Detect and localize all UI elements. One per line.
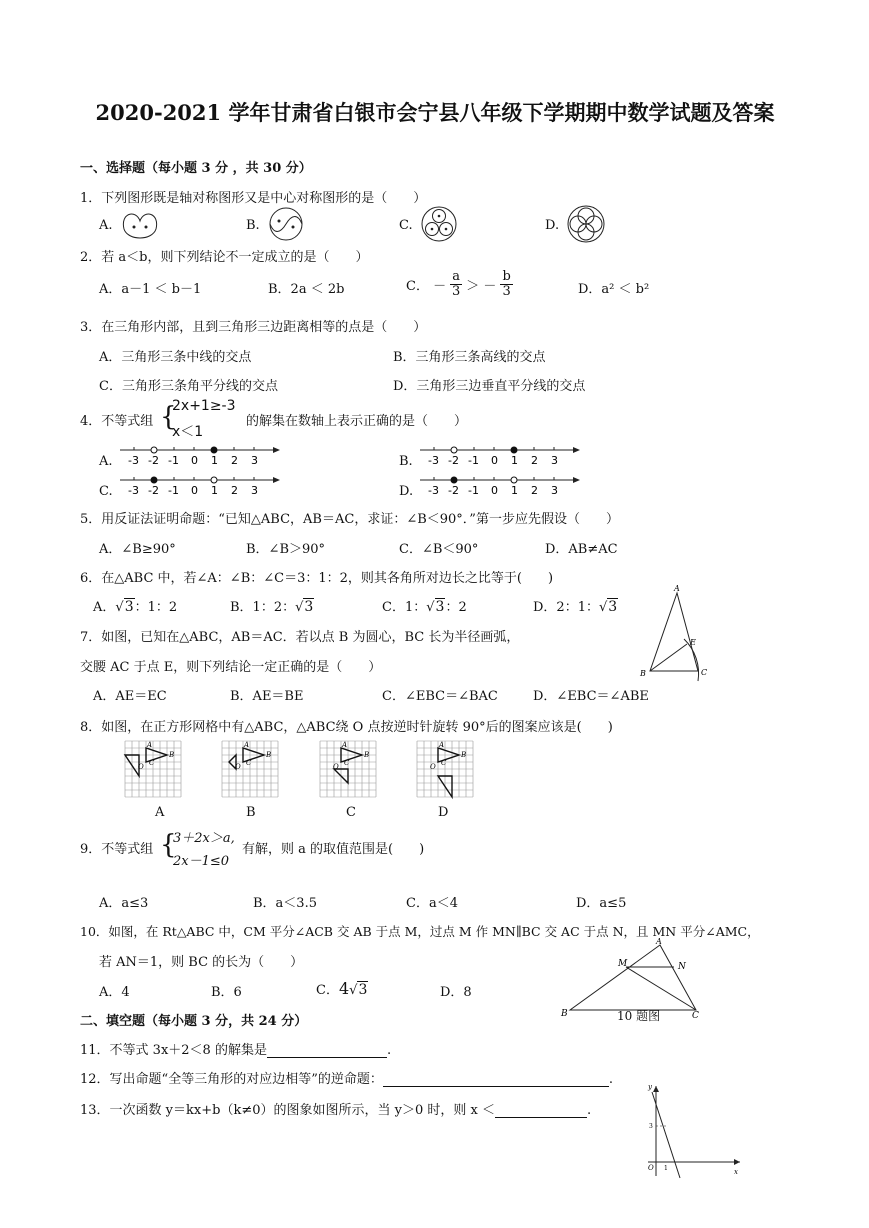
question-4-stem-prefix: 4．不等式组 [80,414,154,429]
q13-axis-x: x [734,1168,738,1176]
q7-fig-label-c: C [701,668,708,677]
question-7-stem-line-1: 7．如图，已知在△ABC，AB＝AC．若以点 B 为圆心，BC 长为半径画弧， [80,630,520,645]
q4-tick-label-c-5: 2 [231,484,238,497]
q4-brace: { [160,402,177,432]
q8-grid-c [320,741,378,803]
q2-option-c-label: C． [406,279,429,294]
q4-point-c-2 [211,477,217,483]
q1-figure-b [266,206,306,242]
q8-grid-b-label-o: O [235,763,241,771]
q8-grid-a-label-b: B [169,751,175,759]
q9-brace: { [160,830,177,860]
q3-option-b: B．三角形三条高线的交点 [393,350,546,365]
q2-option-d: D．a² ＜ b² [578,282,650,297]
q4-option-c-label: C. [99,484,113,499]
q4-tick-label-b-0: -3 [428,454,439,467]
question-7-stem-line-2: 交腰 AC 于点 E，则下列结论一定正确的是（ ） [80,660,382,675]
q10-fig-label-a: A [656,937,662,946]
q4-system-line-2: x＜1 [172,424,204,440]
q2-c-greater: ＞ [466,279,480,294]
q8-grid-b-label-c: C [246,759,252,767]
q8-grid-a-label-o: O [138,763,144,771]
q9-option-d: D．a≤5 [576,896,627,911]
question-4-stem-suffix: 的解集在数轴上表示正确的是（ ） [246,414,468,429]
q9-system-line-1: 3＋2x＞a, [173,831,235,846]
q7-option-b: B．AE＝BE [230,689,304,704]
q7-fig-label-e: E [690,638,696,647]
q13-function-graph [628,1082,743,1178]
q13-origin: O [648,1164,654,1172]
q4-tick-label-c-4: 1 [211,484,218,497]
q4-tick-label-a-5: 2 [231,454,238,467]
q9-option-c: C．a＜4 [406,896,458,911]
q3-option-a: A．三角形三条中线的交点 [99,350,252,365]
q2-option-b: B．2a ＜ 2b [268,282,345,297]
question-12: 12．写出命题“全等三角形的对应边相等”的逆命题： . [80,1072,613,1087]
q1-figure-d [566,204,606,244]
q4-tick-label-b-5: 2 [531,454,538,467]
q8-grid-c-label-o: O [333,763,339,771]
q8-grid-b [222,741,280,803]
question-10-stem-line-2: 若 AN＝1，则 BC 的长为（ ） [99,955,304,970]
q4-point-b-1 [451,447,457,453]
section-heading-fill: 二、填空题（每小题 3 分，共 24 分） [80,1014,308,1029]
q8-grid-b-label-a: A [244,741,250,749]
q4-tick-label-b-6: 3 [551,454,558,467]
q13-tick-1: 1 [664,1165,668,1172]
q4-number-line-c [118,470,283,500]
q4-option-d-label: D. [399,484,414,499]
q8-grid-a [125,741,183,803]
q4-tick-label-d-4: 1 [511,484,518,497]
q6-option-b: B．1：2：√3 [230,599,314,615]
q4-point-b-2 [511,447,517,453]
q2-c-minus-1: － [433,279,447,294]
q8-option-c-label: C [346,805,356,820]
question-1-stem: 1．下列图形既是轴对称图形又是中心对称图形的是（ ） [80,191,427,206]
q4-tick-label-c-0: -3 [128,484,139,497]
q6-option-d: D．2：1：√3 [533,599,618,615]
q8-grid-a-label-a: A [147,741,153,749]
section-heading-choice: 一、选择题（每小题 3 分 ，共 30 分） [80,161,312,176]
q8-grid-b-label-b: B [266,751,272,759]
q9-system-line-2: 2x－1≤0 [173,854,230,869]
q9-option-a: A．a≤3 [99,896,149,911]
q7-option-c: C．∠EBC＝∠BAC [382,689,498,704]
q4-point-c-1 [151,477,157,483]
q7-triangle-figure [640,585,720,685]
q8-option-b-label: B [246,805,256,820]
q8-option-d-label: D [438,805,449,820]
q3-option-d: D．三角形三边垂直平分线的交点 [393,379,586,394]
question-8-stem: 8．如图，在正方形网格中有△ABC，△ABC绕 O 点按逆时针旋转 90°后的图案应该是( ) [80,720,613,735]
q8-grid-c-label-c: C [344,759,350,767]
q3-option-c: C．三角形三条角平分线的交点 [99,379,278,394]
q4-tick-label-a-4: 1 [211,454,218,467]
q4-tick-label-a-0: -3 [128,454,139,467]
q10-option-b: B．6 [211,985,242,1000]
q7-fig-label-a: A [674,584,680,593]
q1-option-b-label: B. [246,218,260,233]
q13-axis-y: y [648,1083,652,1091]
q4-tick-label-d-3: 0 [491,484,498,497]
question-13: 13．一次函数 y＝kx+b（k≠0）的图象如图所示，当 y＞0 时，则 x ＜ . [80,1103,592,1118]
q4-tick-label-b-2: -1 [468,454,479,467]
question-10-stem-line-1: 10．如图，在 Rt△ABC 中，CM 平分∠ACB 交 AB 于点 M，过点 M 作 MN∥BC 交 AC 于点 N，且 MN 平分∠AMC， [80,924,760,939]
q10-fig-label-n: N [678,962,686,972]
q8-grid-d [417,741,475,803]
q10-fig-label-c: C [692,1011,699,1021]
q10-option-a: A．4 [99,985,130,1000]
q4-point-a-1 [151,447,157,453]
q7-option-a: A．AE＝EC [93,689,167,704]
question-2-stem: 2．若 a＜b，则下列结论不一定成立的是（ ） [80,250,369,265]
q4-tick-label-a-2: -1 [168,454,179,467]
q2-option-a: A．a－1 ＜ b－1 [99,282,202,297]
q7-option-d: D．∠EBC＝∠ABE [533,689,649,704]
q1-option-d-label: D. [545,218,560,233]
question-11-stem: 11．不等式 3x＋2＜8 的解集是 [80,1043,267,1058]
question-6-stem: 6．在△ABC 中，若∠A：∠B：∠C＝3：1：2，则其各角所对边长之比等于( ) [80,571,554,586]
q13-tick-3: 3 [649,1123,653,1130]
q8-grid-c-label-a: A [342,741,348,749]
q4-tick-label-c-6: 3 [251,484,258,497]
q2-c-fraction-a: $\frac{a}{3}$ [451,269,461,299]
q10-option-c: C．4√3 [316,979,368,998]
question-11: 11．不等式 3x＋2＜8 的解集是 . [80,1043,392,1058]
q4-tick-label-d-0: -3 [428,484,439,497]
q10-fig-label-b: B [561,1009,568,1019]
q4-tick-label-d-6: 3 [551,484,558,497]
q4-option-b-label: B. [399,454,413,469]
q7-fig-label-b: B [640,669,646,678]
question-9-stem-suffix: 有解，则 a 的取值范围是( ) [242,842,425,857]
q9-option-b: B．a＜3.5 [253,896,317,911]
q8-grid-d-label-a: A [439,741,445,749]
q4-number-line-b [418,440,583,470]
q1-option-c-label: C. [399,218,413,233]
q4-system-line-1: 2x+1≥-3 [172,398,236,414]
q6-option-a: A．√3：1：2 [93,599,178,615]
q4-tick-label-b-4: 1 [511,454,518,467]
q4-point-d-2 [511,477,517,483]
q10-figure-caption: 10 题图 [617,1009,661,1023]
page-title: 2020-2021 学年甘肃省白银市会宁县八年级下学期期中数学试题及答案 [95,100,775,125]
q1-option-a-label: A. [99,218,113,233]
q8-option-a-label: A [155,805,165,820]
q4-number-line-d [418,470,583,500]
q2-option-c [406,270,513,299]
q4-tick-label-d-1: -2 [448,484,459,497]
q1-figure-c [420,205,458,243]
q1-figure-a [120,207,160,241]
question-5-stem: 5．用反证法证明命题：“已知△ABC，AB＝AC，求证：∠B＜90°．”第一步应先假设（ ） [80,512,619,527]
q4-tick-label-c-1: -2 [148,484,159,497]
q4-point-d-1 [451,477,457,483]
q10-option-d: D．8 [440,985,472,1000]
q8-grid-a-label-c: C [149,759,155,767]
q8-grid-d-label-b: B [461,751,467,759]
q2-c-minus-2: － [483,279,497,294]
q5-option-c: C．∠B＜90° [399,542,479,557]
q8-grid-d-label-o: O [430,763,436,771]
q5-option-a: A．∠B≥90° [99,542,176,557]
q5-option-b: B．∠B＞90° [246,542,326,557]
question-9-stem-prefix: 9．不等式组 [80,842,154,857]
q12-answer-blank[interactable] [383,1072,609,1087]
q4-tick-label-c-2: -1 [168,484,179,497]
question-13-stem: 13．一次函数 y＝kx+b（k≠0）的图象如图所示，当 y＞0 时，则 x ＜ [80,1103,495,1118]
q4-option-a-label: A. [99,454,113,469]
question-3-stem: 3．在三角形内部，且到三角形三边距离相等的点是（ ） [80,320,427,335]
q8-grid-c-label-b: B [364,751,370,759]
q11-answer-blank[interactable] [267,1043,387,1058]
q4-tick-label-a-6: 3 [251,454,258,467]
q4-number-line-a [118,440,283,470]
q4-tick-label-b-1: -2 [448,454,459,467]
q13-answer-blank[interactable] [495,1103,587,1118]
q10-fig-label-m: M [618,959,628,969]
q4-tick-label-d-5: 2 [531,484,538,497]
q2-c-fraction-b: $\frac{b}{3}$ [502,269,511,299]
q4-tick-label-a-3: 0 [191,454,198,467]
q5-option-d: D．AB≠AC [545,542,618,557]
q4-tick-label-a-1: -2 [148,454,159,467]
q4-tick-label-d-2: -1 [468,484,479,497]
q4-tick-label-c-3: 0 [191,484,198,497]
q4-point-a-2 [211,447,217,453]
q4-tick-label-b-3: 0 [491,454,498,467]
question-12-stem: 12．写出命题“全等三角形的对应边相等”的逆命题： [80,1072,383,1087]
q6-option-c: C．1：√3：2 [382,599,467,615]
q8-grid-d-label-c: C [441,759,447,767]
